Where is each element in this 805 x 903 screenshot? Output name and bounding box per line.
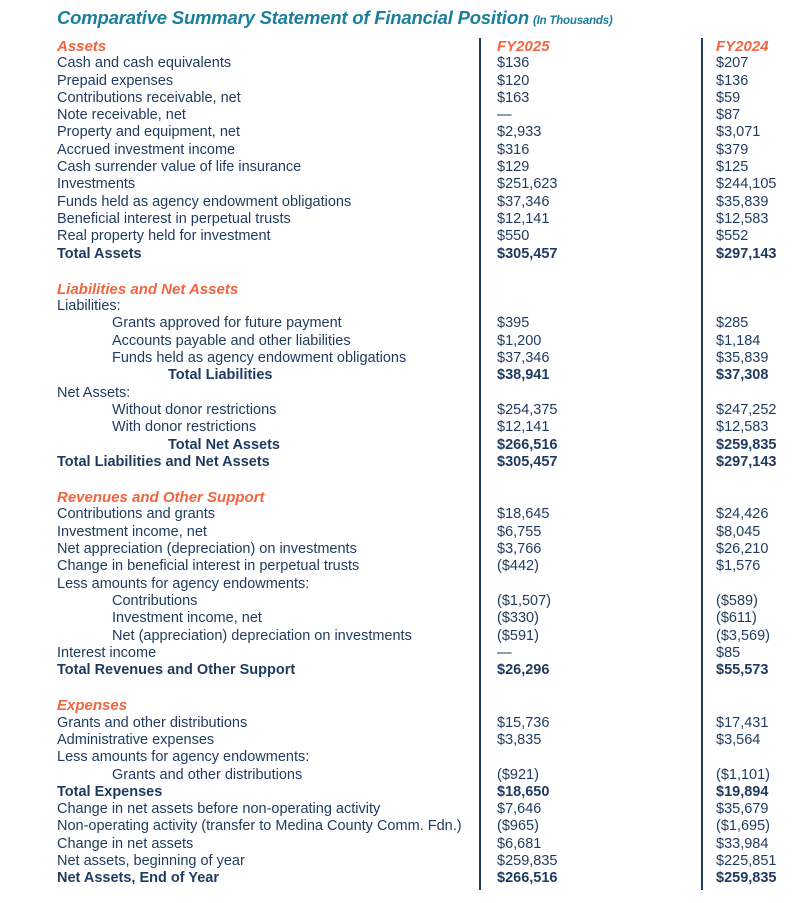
column-header-fy2025: FY2025 [497, 38, 550, 55]
statement-row [0, 124, 805, 141]
fy2025-value: $18,645 [497, 506, 550, 523]
statement-row [0, 194, 805, 211]
fy2024-value: $259,835 [716, 870, 777, 887]
statement-row [0, 853, 805, 870]
statement-table [0, 38, 805, 888]
fy2025-value: $1,200 [497, 332, 542, 349]
row-label: Cash surrender value of life insurance [57, 159, 302, 176]
section-header: Expenses [57, 697, 128, 715]
fy2024-value: $244,105 [716, 176, 777, 193]
fy2025-value [479, 749, 701, 766]
row-label: Total Net Assets [168, 436, 280, 453]
statement-row [0, 142, 805, 159]
statement-row [0, 211, 805, 228]
fy2024-value: $207 [716, 55, 749, 72]
statement-row [0, 715, 805, 732]
fy2025-value [479, 385, 701, 402]
statement-row [0, 437, 805, 454]
fy2024-value: $3,564 [716, 731, 761, 748]
fy2024-value: $259,835 [716, 436, 777, 453]
statement-row [0, 454, 805, 471]
fy2024-value: $35,839 [716, 350, 769, 367]
fy2024-value [701, 385, 805, 402]
row-label: Total Expenses [57, 783, 163, 800]
row-label: Investment income, net [57, 523, 207, 540]
fy2024-value: ($589) [716, 592, 758, 609]
row-label: Grants approved for future payment [112, 315, 342, 332]
section-header-row [0, 697, 805, 714]
statement-row [0, 767, 805, 784]
statement-row [0, 333, 805, 350]
fy2024-value: $3,071 [716, 124, 761, 141]
row-label: Funds held as agency endowment obligations [57, 193, 352, 210]
row-label: Total Liabilities [168, 367, 273, 384]
fy2024-value: $59 [716, 89, 741, 106]
fy2025-value: $254,375 [497, 401, 558, 418]
fy2024-value: $35,839 [716, 193, 769, 210]
fy2024-value: $33,984 [716, 835, 769, 852]
fy2024-value: $297,143 [716, 245, 777, 262]
row-label: Grants and other distributions [112, 766, 303, 783]
fy2024-value: $297,143 [716, 453, 777, 470]
row-label: With donor restrictions [112, 419, 257, 436]
fy2024-value: $37,308 [716, 367, 769, 384]
row-label: Administrative expenses [57, 731, 215, 748]
statement-row [0, 419, 805, 436]
row-label: Real property held for investment [57, 228, 271, 245]
statement-row [0, 350, 805, 367]
fy2025-value: $18,650 [497, 783, 550, 800]
row-label: Change in beneficial interest in perpetual trusts [57, 558, 360, 575]
section-header-assets: Assets [57, 38, 107, 55]
fy2025-value: — [497, 107, 512, 124]
row-label: Net (appreciation) depreciation on investments [112, 627, 412, 644]
fy2025-value [479, 576, 701, 593]
column-header-fy2024: FY2024 [716, 38, 769, 55]
statement-row [0, 367, 805, 384]
statement-row [0, 818, 805, 835]
fy2024-value: $17,431 [716, 714, 769, 731]
statement-row [0, 576, 805, 593]
fy2025-value: $7,646 [497, 801, 542, 818]
fy2025-value: $550 [497, 228, 530, 245]
fy2025-value: — [497, 644, 512, 661]
fy2024-value: $285 [716, 315, 749, 332]
statement-row [0, 385, 805, 402]
fy2025-value: $136 [497, 55, 530, 72]
fy2024-value [701, 489, 805, 506]
row-label: Less amounts for agency endowments: [57, 575, 310, 592]
row-label: Beneficial interest in perpetual trusts [57, 210, 291, 227]
row-label: Total Liabilities and Net Assets [57, 453, 270, 470]
statement-row [0, 402, 805, 419]
row-label: Note receivable, net [57, 107, 186, 124]
fy2024-value: $55,573 [716, 662, 769, 679]
row-label: Non-operating activity (transfer to Medina County Comm. Fdn.) [57, 818, 462, 835]
statement-row [0, 107, 805, 124]
statement-row [0, 228, 805, 245]
fy2024-value: $12,583 [716, 419, 769, 436]
statement-row [0, 315, 805, 332]
fy2024-value [701, 697, 805, 714]
fy2024-value: $24,426 [716, 506, 769, 523]
fy2025-value: $37,346 [497, 350, 550, 367]
row-label: Funds held as agency endowment obligations [112, 350, 407, 367]
fy2025-value: $3,766 [497, 541, 542, 558]
statement-body [0, 55, 805, 887]
statement-row [0, 801, 805, 818]
row-label: Without donor restrictions [112, 401, 277, 418]
fy2025-value [479, 697, 701, 714]
row-label: Contributions [112, 592, 198, 609]
fy2025-value: $163 [497, 89, 530, 106]
fy2025-value: $12,141 [497, 419, 550, 436]
fy2025-value: $129 [497, 159, 530, 176]
fy2024-value [701, 576, 805, 593]
row-label: Grants and other distributions [57, 714, 248, 731]
row-label: Cash and cash equivalents [57, 55, 232, 72]
statement-row [0, 524, 805, 541]
fy2024-value: $125 [716, 159, 749, 176]
statement-row [0, 541, 805, 558]
row-label: Investment income, net [112, 610, 262, 627]
statement-row [0, 732, 805, 749]
fy2025-value: $6,681 [497, 835, 542, 852]
row-label: Net Assets: [57, 384, 131, 401]
statement-row [0, 246, 805, 263]
section-header-row [0, 489, 805, 506]
row-label: Liabilities: [57, 298, 121, 315]
page-title [57, 7, 613, 29]
fy2024-value: $87 [716, 107, 741, 124]
row-label: Accounts payable and other liabilities [112, 332, 351, 349]
row-label: Prepaid expenses [57, 72, 174, 89]
fy2024-value: $247,252 [716, 401, 777, 418]
fy2025-value: $316 [497, 141, 530, 158]
fy2025-value: ($1,507) [497, 592, 552, 609]
statement-row [0, 645, 805, 662]
statement-row [0, 593, 805, 610]
fy2025-value: $37,346 [497, 193, 550, 210]
row-label: Accrued investment income [57, 141, 236, 158]
statement-row [0, 506, 805, 523]
statement-row [0, 628, 805, 645]
fy2025-value: $120 [497, 72, 530, 89]
fy2024-value [701, 281, 805, 298]
row-label: Total Revenues and Other Support [57, 662, 296, 679]
fy2025-value [479, 298, 701, 315]
fy2025-value: $266,516 [497, 870, 558, 887]
statement-row [0, 159, 805, 176]
fy2025-value: ($591) [497, 627, 539, 644]
statement-row [0, 749, 805, 766]
fy2025-value: $2,933 [497, 124, 542, 141]
statement-row [0, 73, 805, 90]
fy2025-value: ($921) [497, 766, 539, 783]
row-label: Property and equipment, net [57, 124, 240, 141]
fy2024-value: $8,045 [716, 523, 761, 540]
fy2024-value: $12,583 [716, 210, 769, 227]
row-label: Change in net assets before non-operating activity [57, 801, 381, 818]
fy2025-value: $6,755 [497, 523, 542, 540]
fy2024-value: $1,184 [716, 332, 761, 349]
row-label: Total Assets [57, 245, 142, 262]
fy2025-value: $251,623 [497, 176, 558, 193]
row-label: Net assets, beginning of year [57, 853, 245, 870]
statement-row [0, 610, 805, 627]
fy2025-value: $12,141 [497, 210, 550, 227]
fy2024-value: $1,576 [716, 558, 761, 575]
fy2024-value: ($1,695) [716, 818, 771, 835]
fy2024-value [701, 298, 805, 315]
fy2025-value: $38,941 [497, 367, 550, 384]
page-title-main: Comparative Summary Statement of Financial Position [57, 7, 529, 28]
fy2024-value: ($611) [716, 610, 757, 627]
statement-row [0, 836, 805, 853]
row-label: Contributions and grants [57, 506, 215, 523]
fy2025-value [479, 489, 701, 506]
statement-row [0, 558, 805, 575]
fy2024-value: $225,851 [716, 853, 777, 870]
statement-row [0, 298, 805, 315]
statement-row [0, 55, 805, 72]
fy2024-value: $379 [716, 141, 749, 158]
row-label: Interest income [57, 644, 157, 661]
statement-row [0, 784, 805, 801]
fy2024-value: ($1,101) [716, 766, 771, 783]
fy2025-value: $395 [497, 315, 530, 332]
statement-row [0, 870, 805, 887]
statement-row [0, 662, 805, 679]
statement-row [0, 176, 805, 193]
fy2024-value: $26,210 [716, 541, 769, 558]
fy2024-value: $35,679 [716, 801, 769, 818]
fy2025-value [479, 281, 701, 298]
section-header-row [0, 281, 805, 298]
fy2025-value: $15,736 [497, 714, 550, 731]
fy2025-value: $305,457 [497, 245, 558, 262]
row-label: Investments [57, 176, 136, 193]
fy2025-value: $305,457 [497, 453, 558, 470]
fy2025-value: $259,835 [497, 853, 558, 870]
section-header: Revenues and Other Support [57, 489, 265, 507]
row-label: Net Assets, End of Year [57, 870, 219, 887]
page-title-suffix: (In Thousands) [532, 15, 613, 27]
fy2024-value: ($3,569) [716, 627, 771, 644]
fy2024-value [701, 749, 805, 766]
fy2025-value: $26,296 [497, 662, 550, 679]
fy2024-value: $552 [716, 228, 749, 245]
fy2024-value: $19,894 [716, 783, 769, 800]
fy2024-value: $136 [716, 72, 749, 89]
row-label: Net appreciation (depreciation) on investments [57, 541, 357, 558]
section-header: Liabilities and Net Assets [57, 280, 239, 298]
row-label: Contributions receivable, net [57, 89, 241, 106]
column-header-row [0, 38, 805, 55]
fy2025-value: ($442) [497, 558, 539, 575]
fy2025-value: $3,835 [497, 731, 542, 748]
fy2025-value: $266,516 [497, 436, 558, 453]
fy2024-value: $85 [716, 644, 741, 661]
row-label: Less amounts for agency endowments: [57, 749, 310, 766]
fy2025-value: ($965) [497, 818, 539, 835]
row-label: Change in net assets [57, 835, 194, 852]
statement-row [0, 90, 805, 107]
fy2025-value: ($330) [497, 610, 539, 627]
